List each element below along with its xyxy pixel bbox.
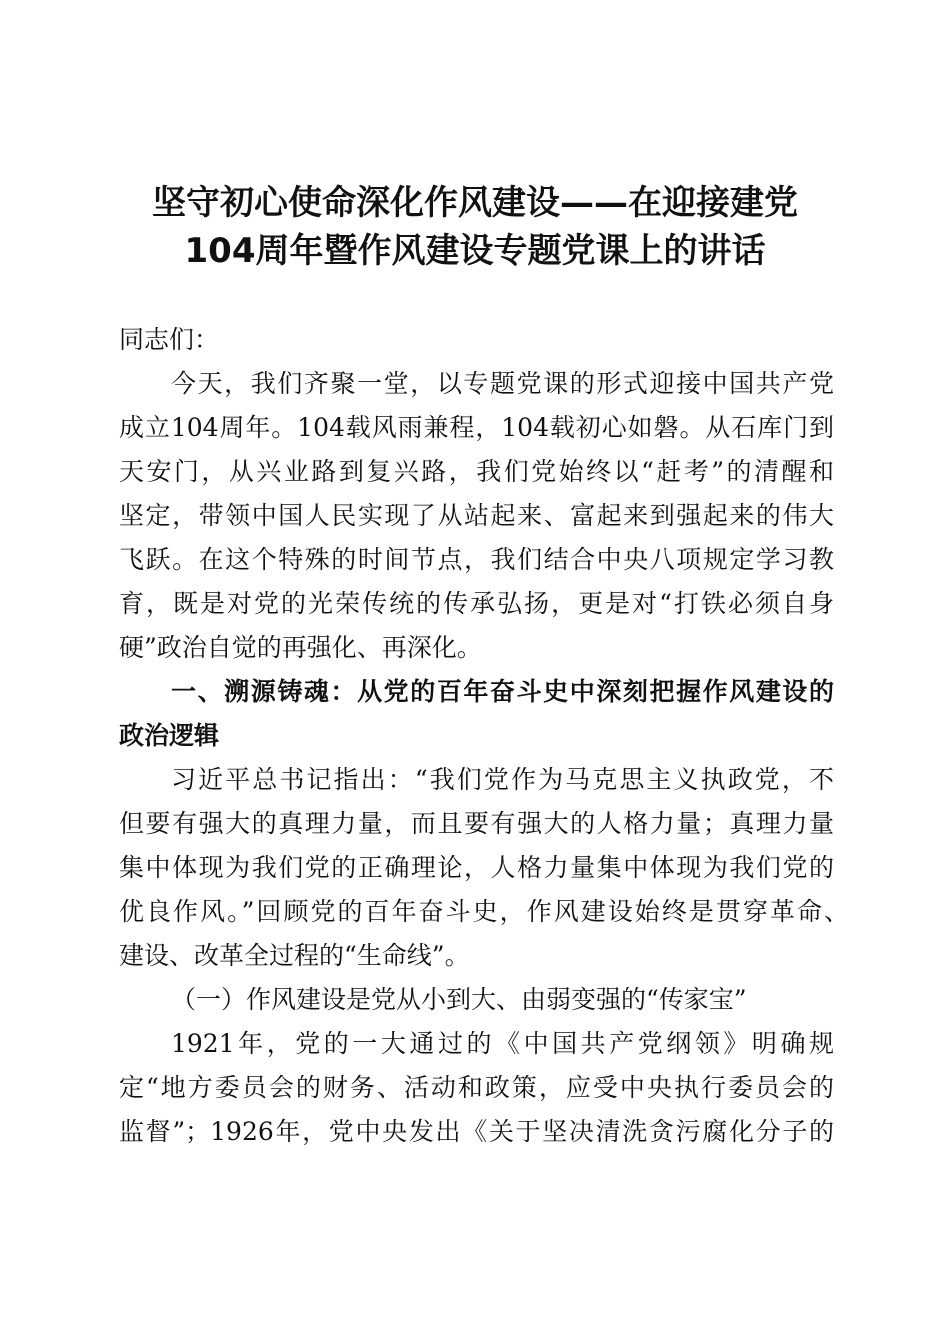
paragraph-2-line: 优良作风。”回顾党的百年奋斗史，作风建设始终是贯穿革命、	[119, 897, 849, 926]
paragraph-1-line: 育，既是对党的光荣传统的传承弘扬，更是对“打铁必须自身	[119, 589, 834, 618]
section-heading-1-line: 政治逻辑	[119, 721, 220, 750]
section-heading-1-line: 一、溯源铸魂：从党的百年奋斗史中深刻把握作风建设的	[171, 677, 834, 706]
document-title-line-2: 104周年暨作风建设专题党课上的讲话	[184, 231, 766, 271]
paragraph-1-line: 硬”政治自觉的再强化、再深化。	[119, 633, 482, 662]
document-title-line-1: 坚守初心使命深化作风建设——在迎接建党	[152, 183, 798, 223]
paragraph-3-line: 定“地方委员会的财务、活动和政策，应受中央执行委员会的	[119, 1073, 834, 1102]
paragraph-1-line: 今天，我们齐聚一堂，以专题党课的形式迎接中国共产党	[171, 369, 834, 398]
paragraph-2-line: 但要有强大的真理力量，而且要有强大的人格力量；真理力量	[119, 809, 834, 838]
paragraph-2-line: 习近平总书记指出：“我们党作为马克思主义执政党，不	[171, 765, 834, 794]
paragraph-1-line: 飞跃。在这个特殊的时间节点，我们结合中央八项规定学习教	[119, 545, 834, 574]
paragraph-3-line: 1921年，党的一大通过的《中国共产党纲领》明确规	[171, 1029, 834, 1058]
salutation: 同志们：	[119, 325, 220, 354]
paragraph-2-line: 集中体现为我们党的正确理论，人格力量集中体现为我们党的	[119, 853, 834, 882]
paragraph-1-line: 坚定，带领中国人民实现了从站起来、富起来到强起来的伟大	[119, 501, 834, 530]
paragraph-3-line: 监督”；1926年，党中央发出《关于坚决清洗贪污腐化分子的	[119, 1117, 834, 1146]
paragraph-2-line: 建设、改革全过程的“生命线”。	[119, 941, 470, 970]
paragraph-1-line: 成立104周年。104载风雨兼程，104载初心如磐。从石库门到	[119, 413, 834, 442]
paragraph-1-line: 天安门，从兴业路到复兴路，我们党始终以“赶考”的清醒和	[119, 457, 834, 486]
subheading-1: （一）作风建设是党从小到大、由弱变强的“传家宝”	[171, 985, 747, 1014]
